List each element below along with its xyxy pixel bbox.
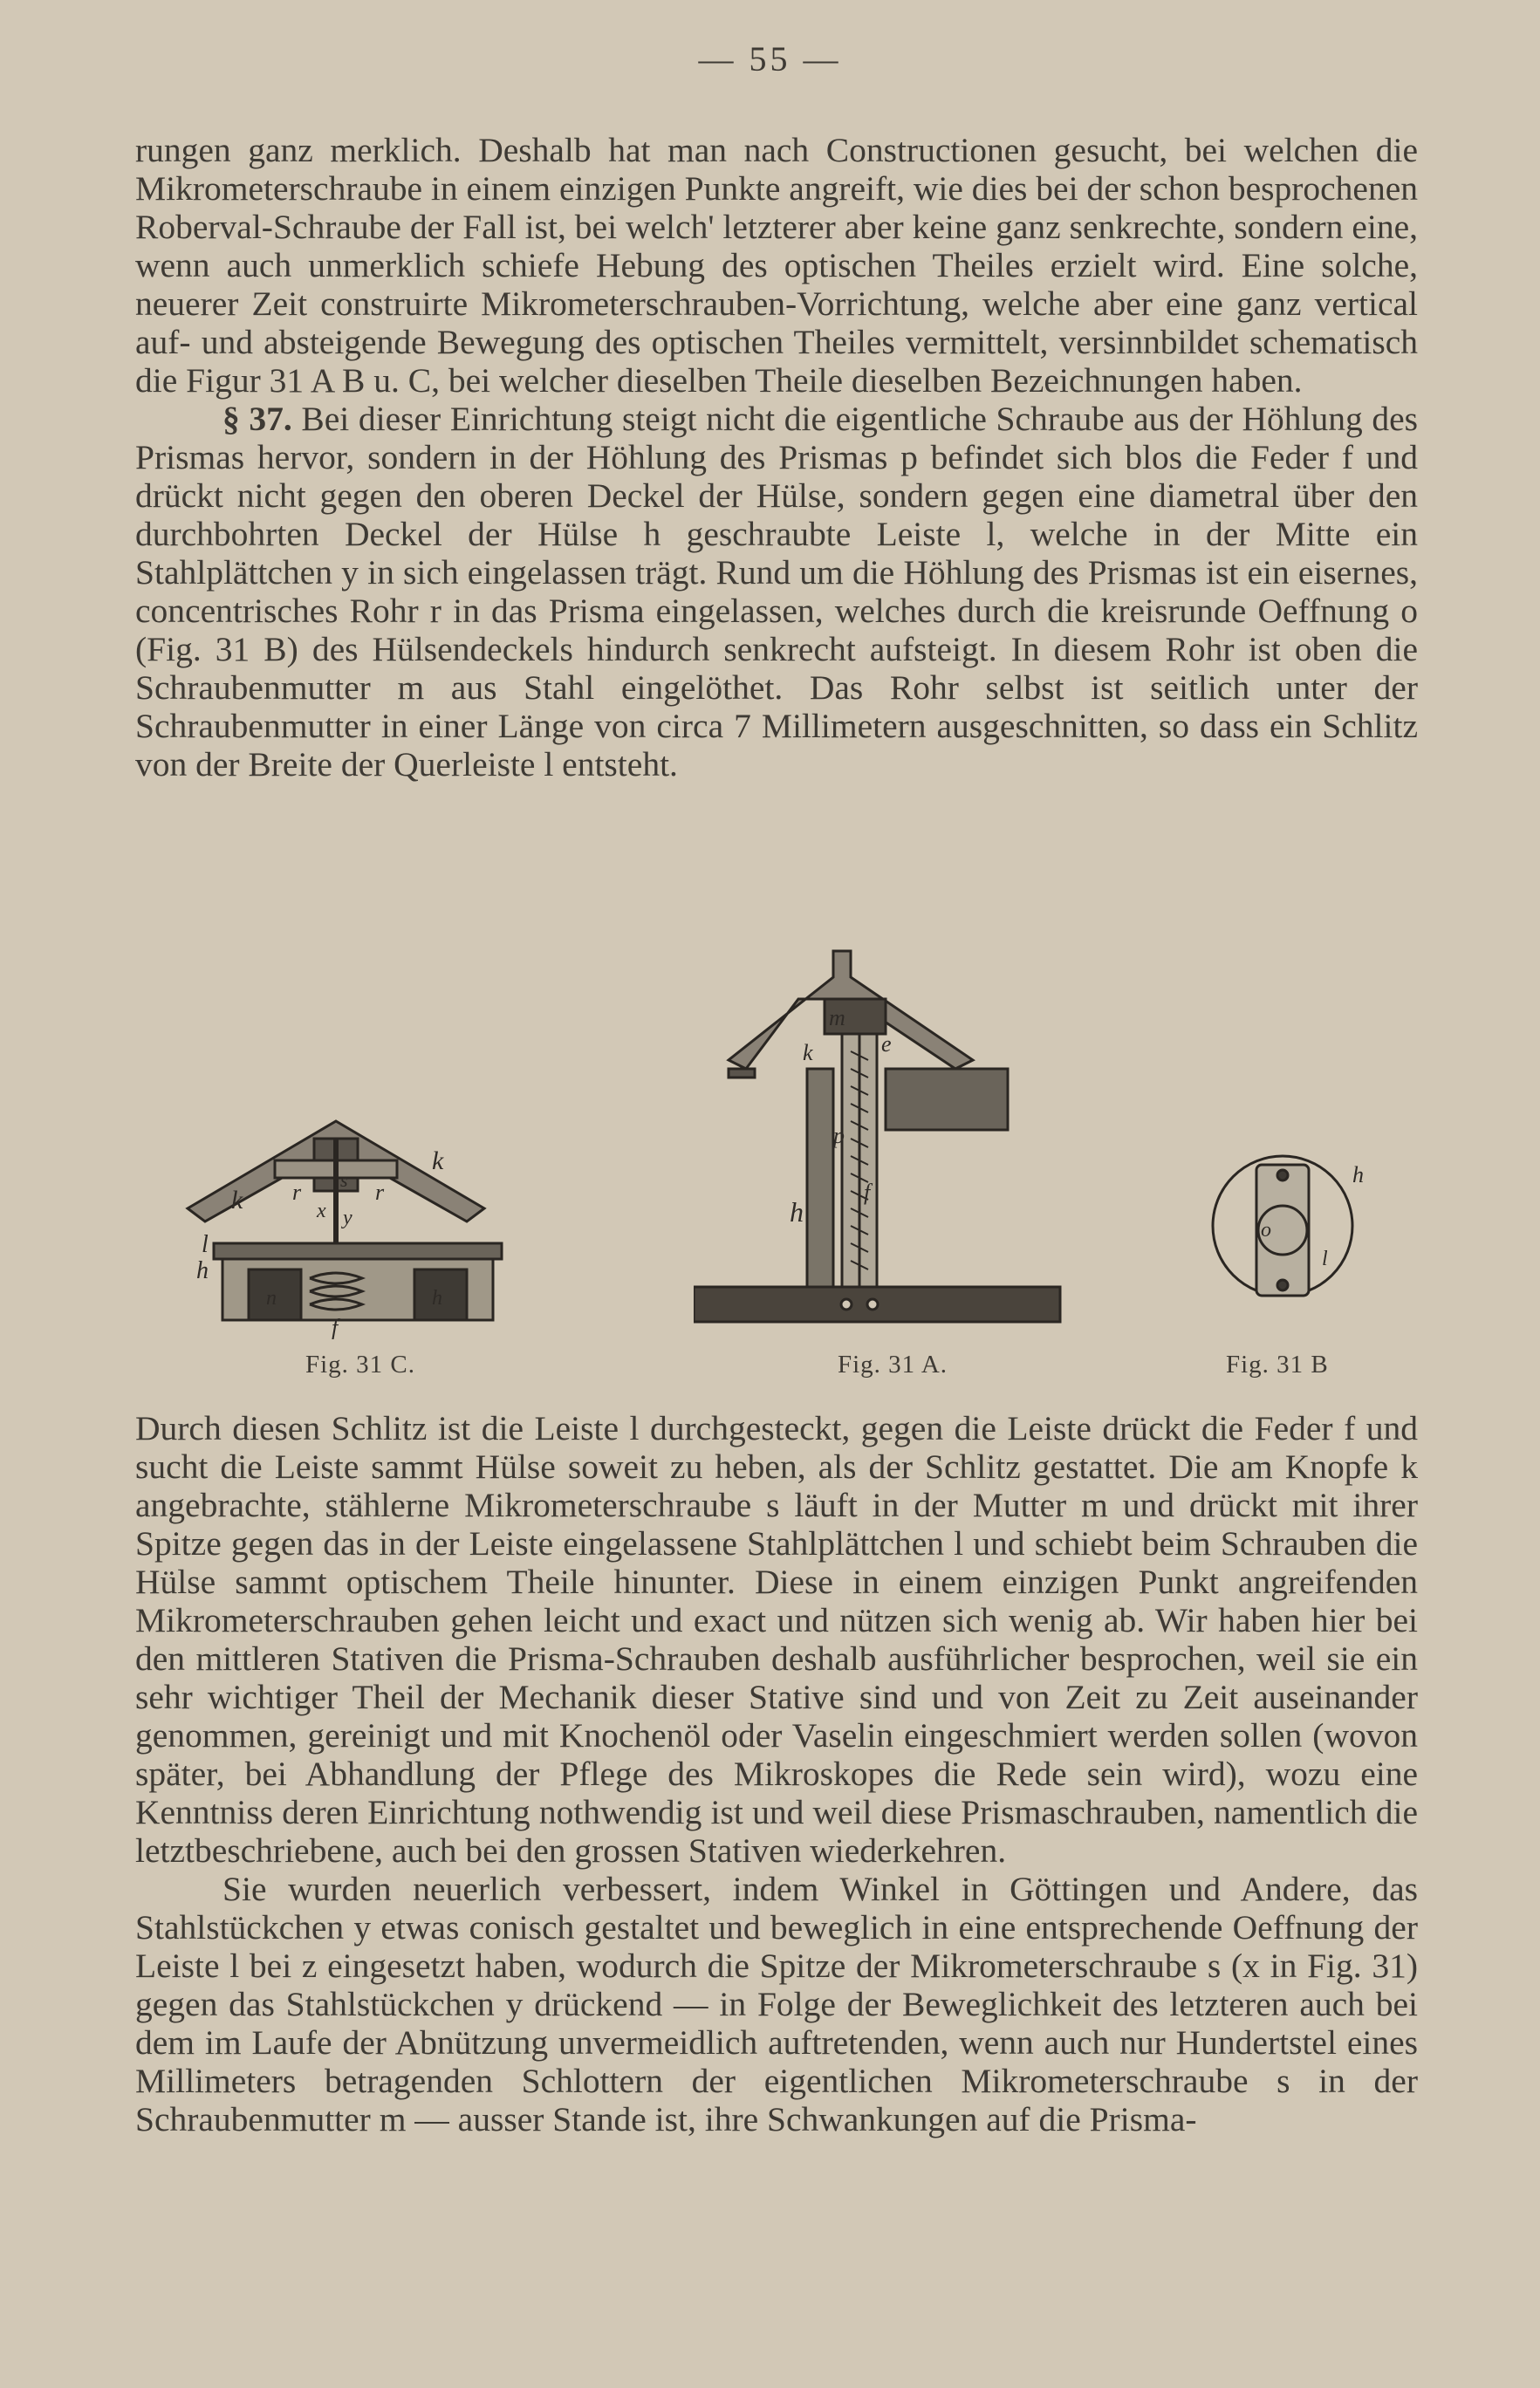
figure-31b — [1208, 1147, 1374, 1322]
fig-c-label-l: l — [202, 1231, 209, 1258]
fig-c-label-f: f — [332, 1315, 339, 1339]
paragraph-body: Bei dieser Einrichtung steigt nicht die eigentliche Schraube aus der Höhlung des Prismas hervor, sondern in der Höhlung des Prismas p befindet sich blos die Feder f und drückt nicht gegen den oberen Deckel der Hülse, sondern gegen eine diametral über den durchbohrten Deckel der Hülse h geschraubte Leiste l, welche in der Mitte ein Stahlplättchen y in sich eingelassen trägt. Rund um die Höhlung des Prismas ist ein eisernes, concentrisches Rohr r in das Prisma eingelassen, welches durch die kreisrunde Oeffnung o (Fig. 31 B) des Hülsendeckels hindurch senkrecht aufsteigt. In diesem Rohr ist oben die Schraubenmutter m aus Stahl eingelöthet. Das Rohr selbst ist seitlich unter der Schraubenmutter in einer Länge von circa 7 Millimetern ausgeschnitten, so dass ein Schlitz von der Breite der Querleiste l entsteht. — [135, 400, 1419, 783]
fig-c-label-n: n — [266, 1287, 277, 1310]
paragraph: rungen ganz merklich. Deshalb hat man nach Constructionen gesucht, bei welchen die Mikrometerschraube in einem einzigen Punkte angreift, wie dies bei der schon besprochenen Roberval-Schraube der Fall ist, bei welch' letzterer aber keine ganz senkrechte, sondern eine, wenn auch unmerklich schiefe Hebung des optischen Theiles erzielt wird. Eine solche, neuerer Zeit construirte Mikrometerschrauben-Vorrichtung, welche aber eine ganz vertical auf- und absteigende Bewegung des optischen Theiles vermittelt, versinnbildet schematisch die Figur 31 A B u. C, bei welcher dieselben Theile dieselben Bezeichnungen haben. — [135, 131, 1418, 400]
fig-c-label-y: y — [343, 1207, 352, 1229]
text-block-top — [135, 131, 1418, 783]
figure-31c — [170, 1112, 537, 1339]
fig-c-label-x: x — [317, 1200, 326, 1222]
fig-c-label-k1: k — [231, 1186, 243, 1215]
fig-b-label-l: l — [1322, 1248, 1328, 1270]
fig-a-label-f: f — [864, 1180, 871, 1205]
fig-c-label-s: s — [340, 1169, 348, 1191]
caption-fig-31c: Fig. 31 C. — [305, 1351, 416, 1379]
fig-a-label-m: m — [829, 1005, 845, 1030]
figure-31a — [694, 938, 1078, 1331]
fig-a-label-k: k — [803, 1040, 813, 1065]
paragraph-section — [135, 400, 1418, 783]
fig-c-label-h1: h — [196, 1257, 209, 1284]
fig-c-label-h2: h — [432, 1287, 442, 1310]
fig-a-label-e: e — [881, 1031, 892, 1057]
fig-a-label-h: h — [790, 1196, 804, 1228]
page-number: — 55 — — [698, 39, 842, 79]
figure-group — [135, 938, 1418, 1392]
paragraph: Sie wurden neuerlich verbessert, indem Winkel in Göttingen und Andere, das Stahlstückchen y etwas conisch gestaltet und beweglich in eine entsprechende Oeffnung der Leiste l bei z eingesetzt haben, wodurch die Spitze der Mikrometerschraube s (x in Fig. 31) gegen das Stahlstückchen y drückend — in Folge der Beweglichkeit des letzteren auch bei dem im Laufe der Abnützung unvermeidlich auftretenden, wenn auch nur Hundertstel eines Millimeters betragenden Schlottern der eigentlichen Mikrometerschraube s in der Schraubenmutter m — ausser Stande ist, ihre Schwankungen auf die Prisma- — [135, 1870, 1418, 2138]
caption-fig-31b: Fig. 31 B — [1226, 1351, 1329, 1379]
fig-c-label-r1: r — [292, 1180, 302, 1205]
fig-b-label-h: h — [1352, 1162, 1364, 1187]
fig-b-label-o: o — [1261, 1219, 1271, 1242]
fig-c-label-k2: k — [432, 1146, 444, 1175]
fig-a-label-p: p — [833, 1123, 845, 1148]
text-block-bottom — [135, 1409, 1418, 2138]
caption-fig-31a: Fig. 31 A. — [838, 1351, 948, 1379]
section-marker: § 37. — [222, 400, 292, 438]
fig-c-label-r2: r — [375, 1180, 385, 1205]
paragraph: Durch diesen Schlitz ist die Leiste l durchgesteckt, gegen die Leiste drückt die Feder f und sucht die Leiste sammt Hülse soweit zu heben, als der Schlitz gestattet. Die am Knopfe k angebrachte, stählerne Mikrometerschraube s läuft in der Mutter m und drückt mit ihrer Spitze gegen das in der Leiste eingelassene Stahlplättchen l und schiebt beim Schrauben die Hülse sammt optischem Theile hinunter. Diese in einem einzigen Punkt angreifenden Mikrometerschrauben gehen leicht und exact und nützen sich wenig ab. Wir haben hier bei den mittleren Stativen die Prisma-Schrauben deshalb ausführlicher besprochen, weil sie ein sehr wichtiger Theil der Mechanik dieser Stative sind und von Zeit zu Zeit auseinander genommen, gereinigt und mit Knochenöl oder Vaselin eingeschmiert werden sollen (wovon später, bei Abhandlung der Pflege des Mikroskopes die Rede sein wird), wozu eine Kenntniss deren Einrichtung nothwendig ist und weil diese Prismaschrauben, namentlich die letztbeschriebene, auch bei den grossen Stativen wiederkehren. — [135, 1409, 1418, 1870]
